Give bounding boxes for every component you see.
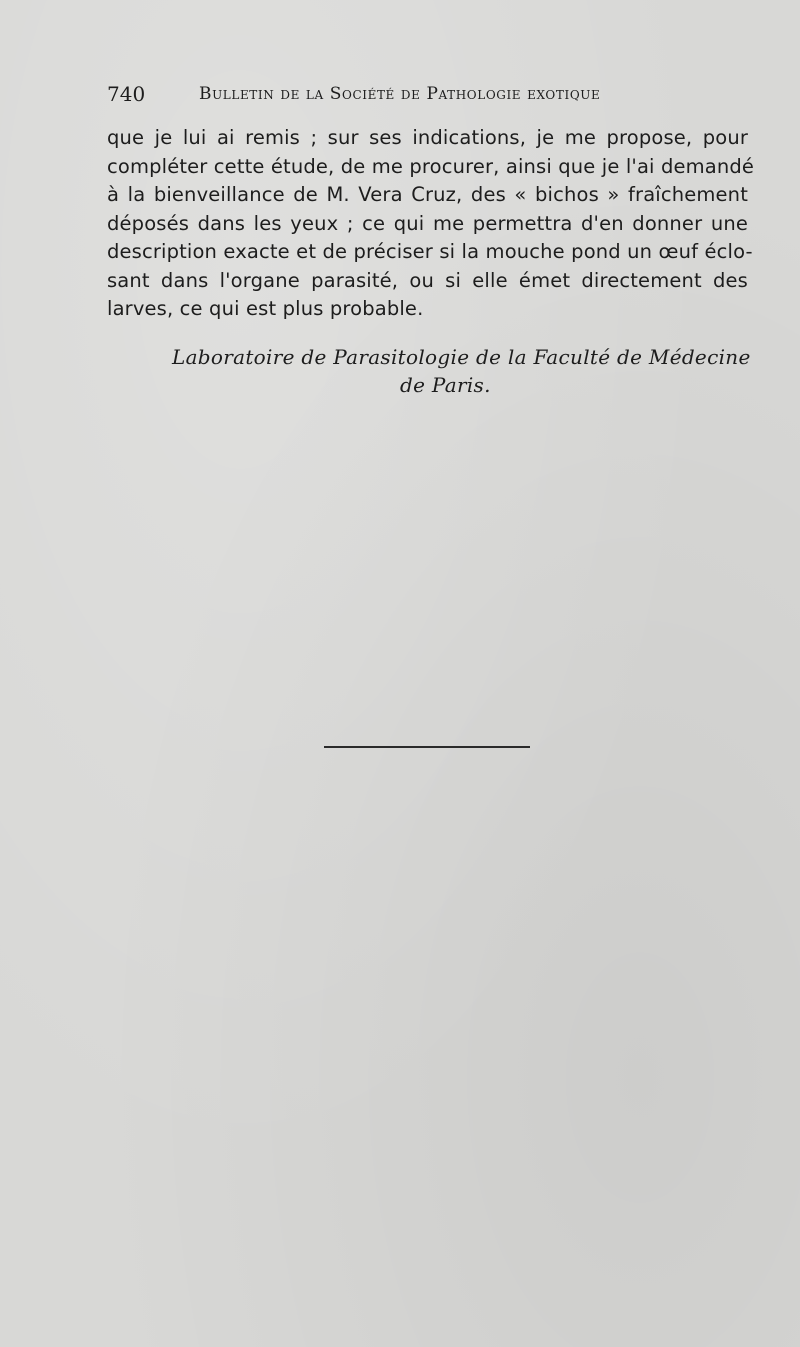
affiliation-line: Laboratoire de Parasitologie de la Faculté de Médecine xyxy=(172,345,751,369)
text-line: description exacte et de préciser si la mouche pond un œuf éclo- xyxy=(107,240,753,263)
running-header xyxy=(107,78,667,108)
affiliation-line: de Paris. xyxy=(400,373,491,397)
running-title: Bulletin de la Société de Pathologie exotique xyxy=(199,84,601,104)
body-paragraph xyxy=(107,124,755,324)
page-number: 740 xyxy=(107,82,146,106)
text-line: compléter cette étude, de me procurer, ainsi que je l'ai demandé xyxy=(107,154,755,178)
text-line: larves, ce qui est plus probable. xyxy=(107,297,424,320)
end-of-article-rule xyxy=(324,746,530,748)
text-line: que je lui ai remis ; sur ses indications, je me propose, pour xyxy=(107,126,748,149)
text-line: sant dans l'organe parasité, ou si elle émet directement des xyxy=(107,268,748,292)
affiliation xyxy=(172,343,751,399)
text-line: à la bienveillance de M. Vera Cruz, des « bichos » fraîchement xyxy=(107,183,748,206)
text-line: déposés dans les yeux ; ce qui me permettra d'en donner une xyxy=(107,211,748,235)
